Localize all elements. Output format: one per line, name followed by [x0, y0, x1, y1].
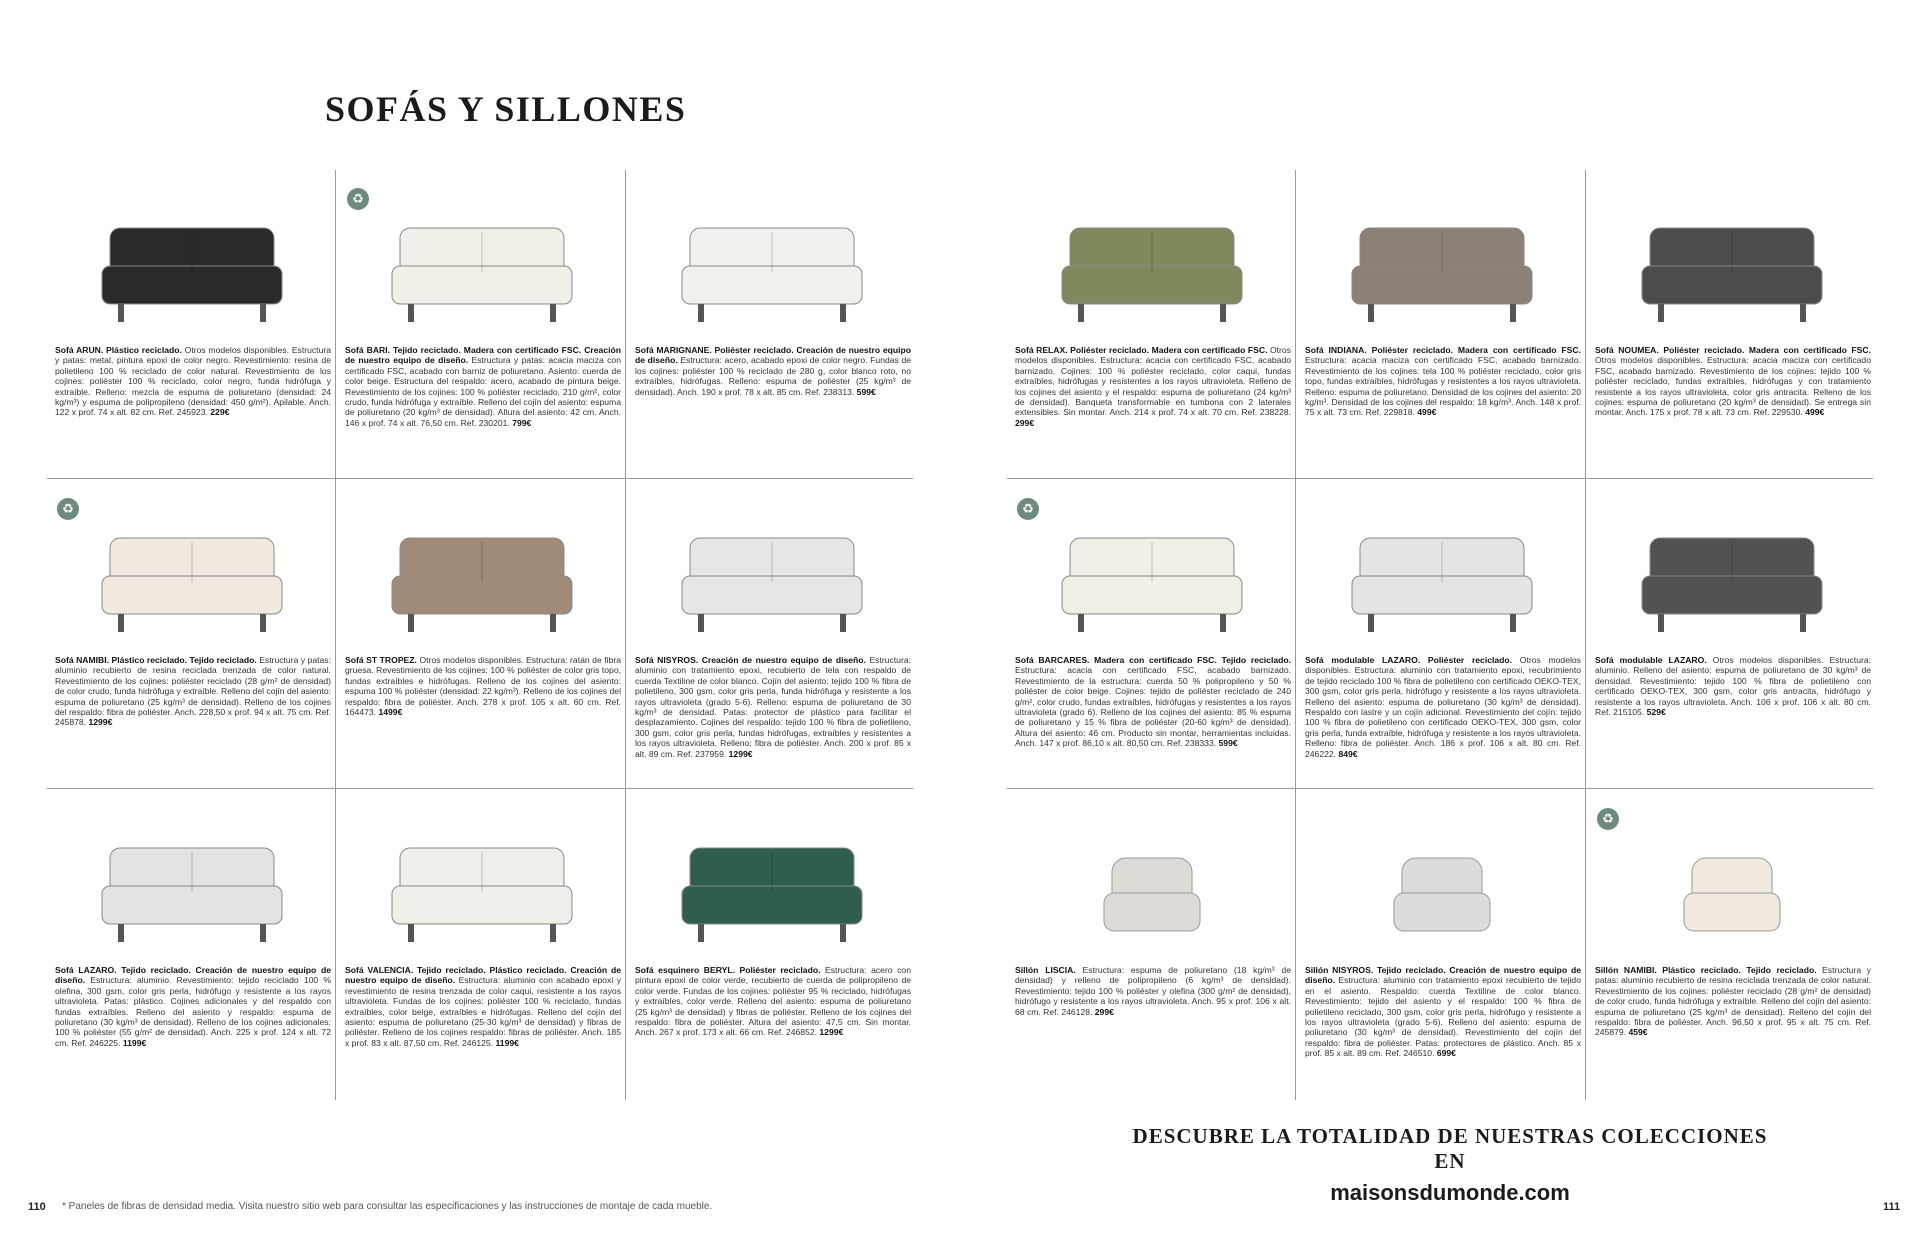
product-name: Sofá INDIANA. Poliéster reciclado. Madera con certificado FSC. [1305, 345, 1581, 355]
product-name: Sofá MARIGNANE. Poliéster reciclado. Creación de nuestro equipo de diseño. [635, 345, 911, 366]
product-name: Sofá VALENCIA. Tejido reciclado. Plástico reciclado. Creación de nuestro equipo de diseño. [345, 965, 621, 986]
product-price: 299€ [1094, 1006, 1114, 1017]
product-card[interactable] [1587, 170, 1877, 480]
product-card[interactable] [1007, 790, 1297, 1100]
product-description [1015, 345, 1291, 428]
product-specs: Otros modelos disponibles. Estructura: acacia con certificado FSC, acabado barnizado. Cojines: 100 % poliéster reciclado, color caqui, fundas extraíbles, hidrófugas y resistentes a los rayos ultravioleta. Relleno de los cojines del asiento y el respaldo: espuma de poliuretano (24 kg/m³ de densidad). Banqueta transformable en tumbona con 2 laterales extensibles. Sin montar. Anch. 214 x prof. 74 x alt. 70 cm. Ref. 238228. [1015, 345, 1291, 418]
product-price: 599€ [856, 386, 876, 397]
product-image [662, 808, 882, 948]
product-name: Sofá NISYROS. Creación de nuestro equipo de diseño. [635, 655, 866, 665]
product-image [82, 188, 302, 328]
product-card[interactable] [627, 790, 917, 1100]
product-image [372, 498, 592, 638]
product-photo [627, 808, 917, 958]
product-name: Sofá esquinero BERYL. Poliéster reciclado. [635, 965, 821, 975]
product-description [1015, 655, 1291, 749]
product-price: 1499€ [378, 707, 403, 718]
product-photo [1587, 498, 1877, 648]
product-card[interactable] [627, 480, 917, 790]
website-link[interactable]: maisonsdumonde.com [1330, 1180, 1570, 1205]
right-product-grid [1007, 170, 1877, 1100]
product-specs: Estructura: aluminio con acabado epoxi y revestimiento de resina trenzada de color caqui, resistente a los rayos ultravioleta. Fundas de los cojines: poliéster 100 % reciclado, fundas extraíbles, color beige, extraíbles e hidrófugas. Relleno del cojín del asiento: espuma de poliuretano (25-30 kg/m³ de densidad) y fibras de poliéster. Relleno de los cojines respaldo: fibras de poliéster. Anch. 185 x prof. 83 x alt. 87,50 cm. Ref. 246125. [345, 975, 621, 1048]
product-price: 699€ [1436, 1048, 1456, 1059]
product-price: 299€ [1015, 417, 1035, 428]
product-photo [1587, 808, 1877, 958]
product-price: 1299€ [88, 717, 113, 728]
product-name: Sofá LAZARO. Tejido reciclado. Creación de nuestro equipo de diseño. [55, 965, 331, 986]
product-name: Sofá BARI. Tejido reciclado. Madera con certificado FSC. Creación de nuestro equipo de diseño. [345, 345, 621, 366]
product-description [1595, 965, 1871, 1038]
eco-badge-icon: ♻ [57, 498, 79, 520]
page-number-right: 111 [1883, 1201, 1901, 1213]
eco-badge-icon: ♻ [347, 188, 369, 210]
product-specs: Otros modelos disponibles. Estructura: aluminio con tratamiento epoxi, recubrimiento de tejido reciclado 100 % fibra de polietileno con certificado OEKO-TEX, 300 gsm, color gris perla, hidrófugo y resistente a los rayos ultravioleta. Relleno del asiento: espuma de poliuretano (30 kg/m³ de densidad). Respaldo con lastre y un cojín adicional. Revestimiento del cojín: tejido 100 % fibra de polietileno con certificado OEKO-TEX, 300 gsm, color gris perla, funda extraíble, hidrófuga y resistente a los rayos ultravioleta. Relleno: fibra de poliéster. Anch. 186 x prof. 106 x alt. 80 cm. Ref. 246222. [1305, 655, 1581, 759]
product-photo [1297, 808, 1587, 958]
product-price: 499€ [1805, 407, 1825, 418]
product-photo [627, 188, 917, 338]
eco-badge-icon: ♻ [1597, 808, 1619, 830]
product-specs: Estructura y patas: aluminio recubierto de resina reciclada trenzada de color natural. Revestimiento de los cojines: poliéster reciclado (28 g/m² de densidad) de color crudo, funda hidrófuga y extraíble. Relleno del cojín del asiento: espuma de poliuretano (25 kg/m³ de densidad). Relleno del cojín del respaldo: fibra de poliéster. Anch. 96,50 x prof. 95 x alt. 75 cm. Ref. 245879. [1595, 965, 1871, 1038]
product-image [82, 498, 302, 638]
product-card[interactable] [47, 480, 337, 790]
product-image [1042, 808, 1262, 948]
product-image [1332, 808, 1552, 948]
page-title: SOFÁS Y SILLONES [325, 89, 687, 129]
product-card[interactable] [1587, 790, 1877, 1100]
product-description [1305, 965, 1581, 1059]
product-description [635, 655, 911, 759]
product-specs: Estructura y patas: acacia maciza con certificado FSC, acabado con barniz de poliuretano. Asiento: cuerda de color beige. Estructura del respaldo: acero, acabado de pintura beige. Revestimiento de los cojines: 100 % poliéster reciclado, 210 g/m², color crudo, funda hidrófuga y extraíble. Relleno del cojín del asiento: espuma de poliuretano (20 kg/m³ de densidad). Altura del asiento: 42 cm. Anch. 146 x prof. 74 x alt. 76,50 cm. Ref. 230201. [345, 355, 621, 428]
product-image [372, 808, 592, 948]
product-description [1015, 965, 1291, 1017]
product-specs: Estructura: acacia maciza con certificado FSC, acabado barnizado. Revestimiento de los cojines: tela 100 % poliéster reciclado, color gris topo, fundas extraíbles, hidrófugas y resistentes a los rayos ultravioleta. Relleno: espuma de poliuretano. Densidad de los cojines del asiento: 20 kg/m³. Densidad de los cojines del respaldo: 18 kg/m³. Anch. 148 x prof. 75 x alt. 73 cm. Ref. 229818. [1305, 355, 1581, 418]
product-card[interactable] [337, 480, 627, 790]
product-price: 599€ [1218, 738, 1238, 749]
product-name: Sofá NOUMEA. Poliéster reciclado. Madera con certificado FSC. [1595, 345, 1871, 355]
product-image [1332, 188, 1552, 328]
product-price: 229€ [210, 407, 230, 418]
product-image [662, 498, 882, 638]
product-description [55, 655, 331, 728]
product-image [82, 808, 302, 948]
product-description [1595, 345, 1871, 418]
product-description [635, 345, 911, 397]
product-price: 1299€ [819, 1027, 844, 1038]
product-price: 529€ [1646, 707, 1666, 718]
product-image [1042, 188, 1262, 328]
product-specs: Estructura: acero, acabado epoxi de color negro. Fundas de los cojines: poliéster 100 % reciclado de 280 g, color blanco roto, no extraíbles, hidrófugas. Relleno: espuma de poliéster (25 kg/m³ de densidad). Anch. 190 x prof. 78 x alt. 85 cm. Ref. 238313. [635, 355, 912, 397]
product-price: 1199€ [122, 1037, 147, 1048]
product-specs: Otros modelos disponibles. Estructura: acacia maciza con certificado FSC, acabado barnizado. Revestimiento de los cojines: tejido 100 % poliéster reciclado, fundas extraíbles, hidrófugas y con tratamiento resistente a los rayos ultravioleta, color gris antracita. Relleno de los cojines: espuma de poliuretano (20 kg/m³ de densidad). Se entrega sin montar. Anch. 175 x prof. 78 x alt. 73 cm. Ref. 229530. [1595, 355, 1871, 418]
product-card[interactable] [1297, 170, 1587, 480]
product-price: 1199€ [495, 1037, 519, 1048]
product-photo [1007, 808, 1297, 958]
product-photo [1587, 188, 1877, 338]
product-description [345, 965, 621, 1048]
product-photo [337, 808, 627, 958]
product-name: Sofá NAMIBI. Plástico reciclado. Tejido reciclado. [55, 655, 257, 665]
product-photo [337, 498, 627, 648]
footer-note: * Paneles de fibras de densidad media. Visita nuestro sitio web para consultar las especificaciones y las instrucciones de montaje de cada mueble. [62, 1201, 713, 1212]
product-name: Sofá modulable LAZARO. Poliéster reciclado. [1305, 655, 1513, 665]
product-image [1622, 498, 1842, 638]
product-description [345, 345, 621, 428]
product-image [1622, 808, 1842, 948]
product-specs: Otros modelos disponibles. Estructura: ratán de fibra gruesa. Revestimiento de los cojines: 100 % poliéster de color gris topo, fundas extraíbles e hidrófugas. Relleno de los cojines del asiento: espuma 100 % poliéster (densidad: 22 kg/m³). Relleno de los cojines del respaldo: fibra de poliéster. Anch. 278 x prof. 105 x alt. 60 cm. Ref. 164473. [345, 655, 622, 718]
product-specs: Estructura: aluminio con tratamiento epoxi recubierto de tejido en el asiento. Respaldo: cuerda Textiline de color blanco. Revestimiento: tejido del asiento y el respaldo: 100 % fibra de polietileno reciclado, 300 gsm, color gris perla, hidrófugo y resistente a los rayos ultravioleta (grado 5-6). Relleno del asiento: espuma de poliuretano (30 kg/m³ de densidad). Revestimiento del cojín del respaldo: fibra de poliéster. Patas: protectores de plástico. Anch. 85 x prof. 85 x alt. 89 cm. Ref. 246510. [1305, 975, 1581, 1059]
product-specs: Estructura: espuma de poliuretano (18 kg/m³ de densidad) y relleno de polipropileno (6 kg/m³ de densidad). Revestimiento: tejido 100 % poliéster y olefina (300 g/m² de densidad), hidrófugo y resistente a los rayos ultravioleta. Anch. 95 x prof. 106 x alt. 68 cm. Ref. 246128. [1015, 965, 1291, 1017]
product-photo [47, 808, 337, 958]
product-photo [1007, 188, 1297, 338]
product-photo [1297, 188, 1587, 338]
product-description [1595, 655, 1871, 717]
product-photo [1007, 498, 1297, 648]
product-name: Sofá modulable LAZARO. [1595, 655, 1707, 665]
product-specs: Estructura: aluminio. Revestimiento: tejido reciclado 100 % olefina, 300 gsm, color gris perla, hidrófugo y resistente a los rayos ultravioleta. Patas: plástico. Cojines adicionales y del respaldo con fundas extraíbles. Relleno del asiento y respaldo: espuma de poliuretano (30 kg/m³ de densidad). Relleno de los cojines adicionales: 100 % poliéster (55 g/m² de densidad). Anch. 225 x prof. 124 x alt. 72 cm. Ref. 246225. [55, 975, 331, 1048]
collections-cta [1120, 1124, 1780, 1206]
product-card[interactable] [1587, 480, 1877, 790]
product-description [55, 345, 331, 418]
cta-text: DESCUBRE LA TOTALIDAD DE NUESTRAS COLECCIONES EN [1132, 1124, 1768, 1173]
product-photo [1297, 498, 1587, 648]
page-number-left: 110 [28, 1201, 46, 1213]
product-specs: Otros modelos disponibles. Estructura: aluminio. Relleno del asiento: espuma de poliuretano de 30 kg/m³ de densidad. Revestimiento: tejido 100 % fibra de polietileno con certificado OEKO-TEX, 300 gsm, color gris antracita, hidrófugo y resistente a los rayos ultravioleta. Anch. 106 x prof. 106 x alt. 80 cm. Ref. 215105. [1595, 655, 1872, 718]
product-name: Sofá ARUN. Plástico reciclado. [55, 345, 182, 355]
product-description [635, 965, 911, 1038]
product-specs: Estructura: acacia con certificado FSC, acabado barnizado. Revestimiento de la estructura: cuerda 50 % polipropileno y 50 % poliéster de color beige. Cojines: tejido de poliéster reciclado de 240 g/m², color crudo, fundas extraíbles, hidrófugas y resistentes a los rayos ultravioleta (grado 6). Relleno de los cojines del asiento: 85 % espuma de poliuretano y 15 % fibra de poliéster (20-60 kg/m³ de densidad). Altura del asiento: 46 cm. Producto sin montar, herramientas incluidas. Anch. 147 x prof. 86,10 x alt. 80,50 cm. Ref. 238333. [1015, 665, 1291, 749]
product-price: 799€ [512, 417, 532, 428]
product-name: Sillón NISYROS. Tejido reciclado. Creación de nuestro equipo de diseño. [1305, 965, 1581, 986]
product-image [1042, 498, 1262, 638]
product-name: Sofá RELAX. Poliéster reciclado. Madera con certificado FSC. [1015, 345, 1268, 355]
product-specs: Estructura: aluminio con tratamiento epoxi, recubierto de tela con respaldo de cuerda Textiline de color blanco. Cojín del asiento: tejido 100 % fibra de polietileno, 300 gsm, color gris perla, funda hidrófuga y resistente a los rayos ultravioleta (grado 5-6). Relleno: espuma de poliuretano de 30 kg/m³ de densidad. Patas: protector de plástico para facilitar el desplazamiento. Cojines del respaldo: tejido 100 % fibra de polietileno, 300 gsm, color gris perla, fundas hidrófugas, extraíbles y resistentes a los rayos ultravioleta. Relleno: fibra de poliéster. Anch. 200 x prof. 85 x alt. 89 cm. Ref. 237959. [635, 655, 911, 759]
product-description [1305, 655, 1581, 759]
product-name: Sillón LISCIA. [1015, 965, 1076, 975]
product-photo [47, 498, 337, 648]
product-price: 1299€ [728, 748, 753, 759]
product-image [1622, 188, 1842, 328]
product-name: Sofá ST TROPEZ. [345, 655, 417, 665]
product-name: Sillón NAMIBI. Plástico reciclado. Tejido reciclado. [1595, 965, 1817, 975]
product-photo [337, 188, 627, 338]
product-card[interactable] [1007, 170, 1297, 480]
product-price: 499€ [1417, 407, 1437, 418]
left-product-grid [47, 170, 917, 1100]
product-photo [47, 188, 337, 338]
product-card[interactable] [1297, 790, 1587, 1100]
product-price: 459€ [1628, 1027, 1648, 1038]
product-card[interactable] [1297, 480, 1587, 790]
product-description [55, 965, 331, 1048]
product-name: Sofá BARCARES. Madera con certificado FSC. Tejido reciclado. [1015, 655, 1291, 665]
product-specs: Otros modelos disponibles. Estructura y patas: metal, pintura epoxi de color negro. Revestimiento: resina de polietileno 100 % reciclado de color natural. Revestimiento de los cojines: poliéster 100 % reciclado, color negro, funda hidrófuga y extraíble. Relleno: mezcla de espuma de poliuretano (densidad: 24 kg/m³) y espuma de polipropileno (densidad: 450 g/m²). Apilable. Anch. 122 x prof. 74 x alt. 82 cm. Ref. 245923. [55, 345, 331, 418]
product-photo [627, 498, 917, 648]
product-price: 849€ [1338, 748, 1358, 759]
eco-badge-icon: ♻ [1017, 498, 1039, 520]
product-description [345, 655, 621, 717]
product-card[interactable] [1007, 480, 1297, 790]
product-description [1305, 345, 1581, 418]
product-specs: Estructura y patas: aluminio recubierto de resina reciclada trenzada de color natural. Revestimiento de los cojines: poliéster reciclado (28 g/m² de densidad) de color crudo, funda hidrófuga y extraíble. Relleno del cojín del asiento: espuma de poliuretano (25 kg/m³ de densidad). Relleno de los cojines del respaldo: fibra de poliéster. Anch. 228,50 x prof. 94 x alt. 75 cm. Ref. 245878. [55, 655, 331, 728]
product-image [1332, 498, 1552, 638]
product-specs: Estructura: acero con pintura epoxi de color verde, recubierto de cuerda de polipropileno de color verde. Fundas de los cojines: poliéster 95 % reciclado, hidrófugas y extraíbles, color verde. Relleno del asiento: espuma de poliuretano (25 kg/m³ de densidad) y fibras de poliéster. Relleno de los cojines del respaldo: fibra de poliéster. Altura del asiento: 47,5 cm. Sin montar. Anch. 267 x prof. 173 x alt. 66 cm. Ref. 246852. [635, 965, 911, 1038]
product-image [372, 188, 592, 328]
product-card[interactable] [47, 170, 337, 480]
product-card[interactable] [627, 170, 917, 480]
product-image [662, 188, 882, 328]
product-card[interactable] [47, 790, 337, 1100]
product-card[interactable] [337, 170, 627, 480]
product-card[interactable] [337, 790, 627, 1100]
